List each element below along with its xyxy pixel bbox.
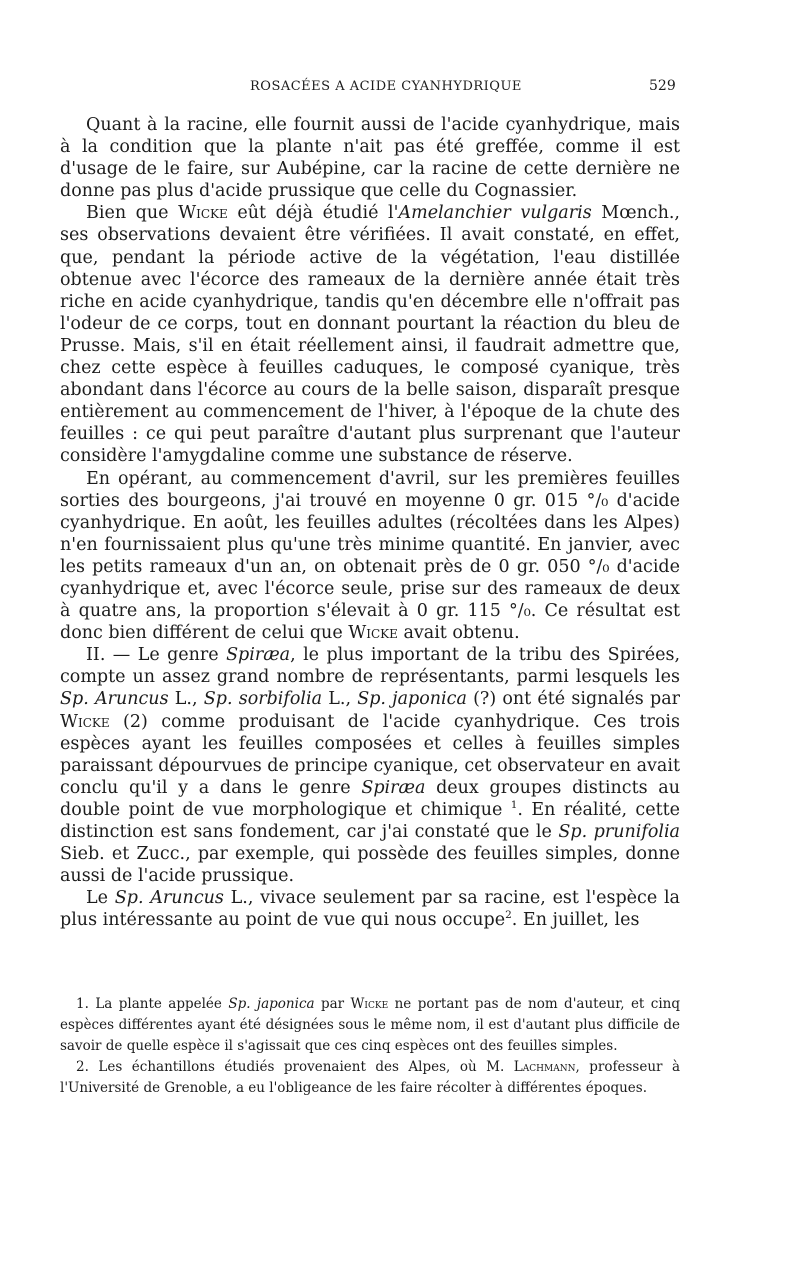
text-run: , professeur à l'Université de Grenoble, a eu l'obligeance de les faire récolter à différentes époques. (60, 1059, 681, 1096)
text-run: avait obtenu. (397, 623, 520, 644)
text-run: Bien que (86, 203, 179, 224)
text-run: . En réalité, cette distinction est sans fondement, car j'ai constaté que le (60, 799, 680, 842)
text-run: ne portant pas de nom d'auteur, et cinq espèces différentes ayant été désignées sous le même nom, il est d'autant plus difficile de savoir de quelle espèce il s'agissait que ces cinq espèces ont des feuilles simples. (60, 996, 680, 1054)
body-text (60, 114, 680, 931)
footnote-number: 2. (76, 1059, 99, 1075)
footnote-ref: 2 (505, 909, 512, 922)
footnote-2 (60, 1057, 680, 1099)
species-name: Sp. prunifolia (558, 822, 680, 842)
author-name: Wicke (350, 996, 389, 1012)
text-run: , le plus important de la tribu des Spirées, compte un assez grand nombre de représentants, parmi lesquels les (60, 645, 681, 688)
author-name: Wicke (178, 203, 228, 224)
footnote-ref: 1 (510, 799, 518, 812)
footnotes (60, 994, 680, 1099)
genus-name: Spiræa (361, 777, 426, 798)
genus-name: Spiræa (226, 645, 291, 666)
text-run: (?) ont été signalés par (466, 689, 680, 710)
text-run: Le (86, 888, 115, 909)
paragraph-root (60, 114, 680, 202)
page-number: 529 (649, 78, 676, 94)
text-run: eût déjà étudié l' (227, 203, 399, 224)
text-run: L., vivace seulement par sa racine, est l'espèce la plus intéressante au point de vue qui nous occupe (60, 888, 680, 931)
text-run: Mœnch., ses observations devaient être vérifiées. Il avait constaté, en effet, que, pendant la période active de la végétation, l'eau distillée obtenue avec l'écorce des rameaux de la dernière année était très riche en acide cyanhydrique, tandis qu'en décembre elle n'offrait pas l'odeur de ce corps, tout en donnant pourtant la réaction du bleu de Prusse. Mais, s'il en était réellement ainsi, il faudrait admettre que, chez cette espèce à feuilles caduques, le composé cyanique, très abondant dans l'écorce au cours de la belle saison, disparaît presque entièrement au commencement de l'hiver, à l'époque de la chute des feuilles : ce qui peut paraître d'autant plus surprenant que l'auteur considère l'amygdaline comme une substance de réserve. (60, 203, 680, 467)
text-run: . En juillet, les (511, 910, 640, 931)
footnote-1 (60, 994, 680, 1057)
species-name: Amelanchier vulgaris (398, 203, 592, 224)
text-run: Sieb. et Zucc., par exemple, qui possède des feuilles simples, donne aussi de l'acide prussique. (60, 844, 680, 887)
paragraph-measurements (60, 468, 680, 645)
author-name: Wicke (60, 711, 110, 732)
text-run: La plante appelée (95, 996, 229, 1012)
text-run: Quant à la racine, elle fournit aussi de l'acide cyanhydrique, mais à la condition que la plante n'ait pas été greffée, comme il est d'usage de le faire, sur Aubépine, car la racine de cette dernière ne donne pas plus d'acide prussique que celle du Cognassier. (60, 115, 680, 202)
text-run: Les échantillons étudiés provenaient des Alpes, où M. (98, 1059, 514, 1075)
text-run: (2) comme produisant de l'acide cyanhydrique. Ces trois espèces ayant les feuilles composées et celles à feuilles simples paraissant dépourvues de principe cyanique, cet observateur en avait conclu qu'il y a dans le genre (60, 711, 680, 798)
text-run: par (314, 996, 351, 1012)
text-run: II. — Le genre (86, 645, 227, 666)
paragraph-amelanchier (60, 202, 680, 467)
person-name: Lachmann (513, 1059, 576, 1075)
text-run: En opérant, au commencement d'avril, sur les premières feuilles sorties des bourgeons, j'ai trouvé en moyenne 0 gr. 015 °/₀ d'acide cyanhydrique. En août, les feuilles adultes (récoltées dans les Alpes) n'en fournissaient plus qu'une très minime quantité. En janvier, avec les petits rameaux d'un an, on obtenait près de 0 gr. 050 °/₀ d'acide cyanhydrique et, avec l'écorce seule, prise sur des rameaux de deux à quatre ans, la proportion s'élevait à 0 gr. 115 °/₀. Ce résultat est donc bien différent de celui que (60, 468, 680, 644)
paragraph-spiraea (60, 644, 680, 887)
species-name: Sp. japonica (228, 996, 315, 1012)
species-name: Sp. Aruncus (60, 689, 169, 710)
text-run: deux groupes distincts au double point de vue morphologique et chimique (60, 777, 681, 820)
running-head: ROSACÉES A ACIDE CYANHYDRIQUE (250, 79, 522, 94)
paragraph-aruncus (60, 887, 680, 931)
text-run: L., (322, 689, 358, 710)
footnote-number: 1. (76, 996, 96, 1012)
species-name: Sp. sorbifolia (203, 689, 323, 710)
species-name: Sp. japonica (357, 689, 467, 710)
author-name: Wicke (348, 623, 398, 644)
species-name: Sp. Aruncus (114, 888, 224, 909)
text-run: L., (168, 689, 204, 710)
